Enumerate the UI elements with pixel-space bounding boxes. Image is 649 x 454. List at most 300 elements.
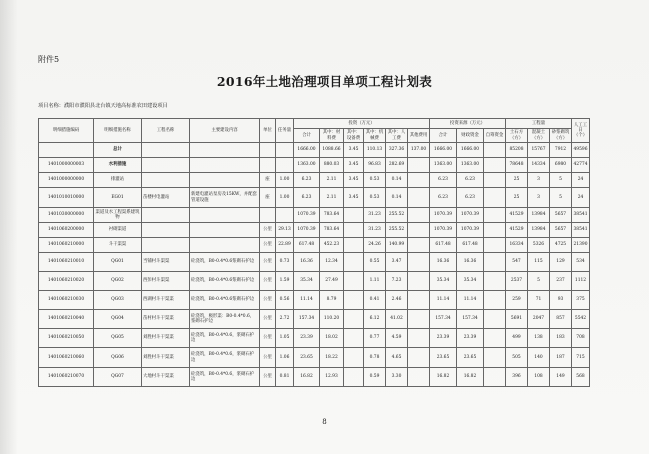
cell-f-self [484,310,506,329]
cell-f-fiscal: 617.48 [457,238,484,253]
cell-f-total: 6.23 [430,173,457,188]
cell-b-eq: 3.45 [344,143,364,158]
cell-b-mat: 8.79 [320,291,344,310]
cell-b-eq [344,310,364,329]
cell-b-eq [344,208,364,223]
cell-project: 苗村村斗干渠渠 [142,310,190,329]
cell-v2: 15767 [528,143,550,158]
cell-f-total: 16.82 [430,368,457,387]
cell-f-total: 617.48 [430,238,457,253]
cell-f-total: 6.23 [430,188,457,208]
cell-b-lab: 0.14 [386,173,408,188]
project-plan-table [38,118,590,387]
cell-b-total: 16.36 [294,253,320,272]
cell-code: 1401060210030 [39,291,94,310]
cell-w: 5542 [572,310,590,329]
cell-f-total: 35.34 [430,272,457,291]
cell-b-lab: 41.02 [386,310,408,329]
cell-content: 砼浇筑，极形渠：B0-0.4*0.6，浆砌石护边 [190,310,260,329]
header-volume: 工程量 [506,119,572,129]
table-row [39,368,590,387]
cell-content [190,208,260,223]
scan-edge-shadow [0,0,18,454]
cell-f-total: 1363.00 [430,158,457,173]
cell-project: 西湖村斗干渠渠 [142,291,190,310]
cell-unit: 公里 [260,291,276,310]
cell-v3: 187 [550,348,572,368]
cell-task: 1.06 [276,348,294,368]
cell-v1: 5691 [506,310,528,329]
cell-v2: 138 [528,329,550,348]
cell-v3: 183 [550,329,572,348]
cell-b-oth [408,158,430,173]
cell-v1: 16334 [506,238,528,253]
cell-task [276,208,294,223]
cell-measure: QG06 [94,348,142,368]
cell-b-mat: 1088.66 [320,143,344,158]
cell-unit [260,208,276,223]
cell-b-eq: 3.45 [344,173,364,188]
page-number: 8 [322,418,327,426]
cell-b-mat: 2.11 [320,173,344,188]
header-budget-total: 合计 [294,129,320,143]
cell-content [190,143,260,158]
header-fund-self: 自筹资金 [484,129,506,143]
cell-b-lab: 3.47 [386,253,408,272]
cell-f-self [484,173,506,188]
cell-b-mat: 12.34 [320,253,344,272]
cell-b-oth [408,348,430,368]
cell-b-lab: 140.99 [386,238,408,253]
table-row [39,253,590,272]
cell-w: 1112 [572,272,590,291]
cell-content [190,238,260,253]
header-fund-total: 合计 [430,129,457,143]
cell-project [142,238,190,253]
cell-v1: 499 [506,329,528,348]
header-vol-concrete: 混凝土（方） [528,129,550,143]
cell-w: 42774 [572,158,590,173]
cell-b-total: 23.39 [294,329,320,348]
cell-w: 708 [572,329,590,348]
cell-b-eq: 3.45 [344,158,364,173]
cell-b-eq [344,253,364,272]
cell-measure: 斗干渠渠 [94,238,142,253]
cell-unit: 座 [260,173,276,188]
header-code: 明细措施编码 [39,119,94,143]
header-vol-earth: 土石方（方） [506,129,528,143]
cell-w: 38541 [572,223,590,238]
cell-b-lab: 282.69 [386,158,408,173]
cell-b-total: 6.23 [294,173,320,188]
cell-b-lab: 255.52 [386,208,408,223]
cell-b-mat: 27.49 [320,272,344,291]
cell-b-lab: 0.14 [386,188,408,208]
cell-w: 534 [572,253,590,272]
cell-v2: 3 [528,188,550,208]
cell-unit: 座 [260,188,276,208]
header-fund-fiscal: 财政资金 [457,129,484,143]
attachment-label: 附件5 [38,55,60,64]
cell-unit [260,158,276,173]
cell-b-oth [408,253,430,272]
cell-f-total: 1666.00 [430,143,457,158]
cell-w: 38541 [572,208,590,223]
cell-unit: 公里 [260,238,276,253]
cell-b-mach: 96.83 [364,158,386,173]
cell-f-fiscal: 23.39 [457,329,484,348]
cell-f-fiscal: 23.65 [457,348,484,368]
cell-content: 砼浇筑，B0-0.4*0.6浆砌石护边 [190,272,260,291]
cell-code: 1401060210060 [39,348,94,368]
cell-task: 2.72 [276,310,294,329]
cell-b-mat: 880.03 [320,158,344,173]
cell-unit: 公里 [260,272,276,291]
cell-v3: 237 [550,272,572,291]
cell-task: 22.89 [276,238,294,253]
header-budget-labor: 其中：人工费 [386,129,408,143]
cell-b-mach: 0.77 [364,329,386,348]
cell-w: 24 [572,188,590,208]
cell-task: 0.56 [276,291,294,310]
cell-v1: 78648 [506,158,528,173]
cell-b-mach: 0.53 [364,173,386,188]
cell-measure: 衬砌渠道 [94,223,142,238]
cell-project [142,223,190,238]
cell-b-total: 11.14 [294,291,320,310]
cell-v3: 5 [550,173,572,188]
cell-f-self [484,188,506,208]
cell-b-lab: 4.65 [386,348,408,368]
cell-task [276,143,294,158]
cell-b-lab: 7.23 [386,272,408,291]
cell-code: 1401060200000 [39,223,94,238]
cell-f-self [484,208,506,223]
cell-measure: QG03 [94,291,142,310]
cell-unit: 公里 [260,223,276,238]
cell-v1: 2537 [506,272,528,291]
cell-b-oth [408,272,430,291]
cell-b-mat: 452.23 [320,238,344,253]
cell-b-mat: 110.20 [320,310,344,329]
cell-project: 刘胜村斗干渠渠 [142,348,190,368]
cell-measure: 渠道及水工程渠系建筑物 [94,208,142,223]
cell-project [142,173,190,188]
table-row [39,208,590,223]
cell-v2: 13984 [528,223,550,238]
cell-v2: 5326 [528,238,550,253]
cell-v1: 505 [506,348,528,368]
cell-b-mat: 18.22 [320,348,344,368]
cell-code: 1401010010000 [39,188,94,208]
cell-b-total: 16.82 [294,368,320,387]
cell-unit: 公里 [260,329,276,348]
table-row [39,143,590,158]
cell-v1: 259 [506,291,528,310]
cell-v1: 547 [506,253,528,272]
table-row [39,173,590,188]
cell-b-mat: 18.02 [320,329,344,348]
table-row [39,348,590,368]
cell-f-self [484,329,506,348]
cell-measure: 总计 [94,143,142,158]
header-budget-equipment: 其中：设备费 [344,129,364,143]
header-project: 工程名称 [142,119,190,143]
cell-f-fiscal: 6.23 [457,188,484,208]
cell-unit: 公里 [260,253,276,272]
cell-b-eq [344,291,364,310]
cell-w: 49596 [572,143,590,158]
header-budget-other: 其他费用 [408,129,430,143]
cell-v2: 5 [528,272,550,291]
cell-v2: 108 [528,368,550,387]
cell-b-lab: 327.36 [386,143,408,158]
cell-project: 苗楼村电灌站 [142,188,190,208]
table-row [39,310,590,329]
cell-b-oth [408,188,430,208]
cell-b-mach: 0.55 [364,253,386,272]
cell-b-oth: 137.00 [408,143,430,158]
cell-f-fiscal: 157.34 [457,310,484,329]
cell-code: 1401060210010 [39,253,94,272]
cell-f-self [484,253,506,272]
cell-project [142,143,190,158]
cell-b-total: 23.65 [294,348,320,368]
cell-v3: 5 [550,188,572,208]
cell-f-fiscal: 35.34 [457,272,484,291]
cell-b-oth [408,368,430,387]
cell-f-total: 1070.39 [430,208,457,223]
cell-b-mach: 110.13 [364,143,386,158]
cell-b-oth [408,329,430,348]
header-content: 主要建设内容 [190,119,260,143]
cell-f-self [484,158,506,173]
cell-w: 568 [572,368,590,387]
cell-f-self [484,348,506,368]
cell-b-eq: 3.45 [344,188,364,208]
cell-b-total: 617.48 [294,238,320,253]
cell-code [39,143,94,158]
cell-measure: 排灌站 [94,173,142,188]
cell-v2: 115 [528,253,550,272]
cell-b-eq [344,272,364,291]
cell-b-eq [344,223,364,238]
cell-f-total: 11.14 [430,291,457,310]
cell-task: 0.73 [276,253,294,272]
header-budget: 投资（万元） [294,119,430,129]
cell-b-oth [408,291,430,310]
cell-v3: 5657 [550,208,572,223]
cell-b-mach: 1.11 [364,272,386,291]
cell-unit [260,143,276,158]
cell-v2: 14334 [528,158,550,173]
cell-v2: 71 [528,291,550,310]
cell-project: 刘胜村斗干渠渠 [142,329,190,348]
cell-w: 21390 [572,238,590,253]
cell-content [190,158,260,173]
cell-f-self [484,238,506,253]
cell-f-fiscal: 1070.39 [457,223,484,238]
cell-code: 1401030000000 [39,208,94,223]
cell-b-total: 35.34 [294,272,320,291]
page-title: 2016年土地治理项目单项工程计划表 [216,74,433,89]
cell-project: 西彭村斗渠渠 [142,272,190,291]
cell-v1: 85208 [506,143,528,158]
table-row [39,329,590,348]
cell-b-oth [408,238,430,253]
table-row [39,188,590,208]
cell-code: 1401000000000 [39,173,94,188]
cell-b-mach: 24.26 [364,238,386,253]
cell-v3: 149 [550,368,572,387]
cell-content: 砼浇筑，B0-0.4*0.6，浆砌石护边 [190,348,260,368]
cell-v2: 13984 [528,208,550,223]
cell-f-fiscal: 1070.39 [457,208,484,223]
cell-b-total: 1070.39 [294,208,320,223]
cell-b-lab: 255.52 [386,223,408,238]
cell-unit: 公里 [260,348,276,368]
cell-b-mach: 0.53 [364,188,386,208]
cell-w: 715 [572,348,590,368]
cell-b-eq [344,368,364,387]
cell-task: 0.81 [276,368,294,387]
cell-b-eq [344,329,364,348]
cell-f-fiscal: 6.23 [457,173,484,188]
cell-f-fiscal: 11.14 [457,291,484,310]
cell-content: 砼浇筑，B0-0.4*0.6浆砌石护边 [190,253,260,272]
cell-project: 当铺村斗渠渠 [142,253,190,272]
cell-v1: 25 [506,173,528,188]
cell-measure: QG05 [94,329,142,348]
cell-b-mat: 12.93 [320,368,344,387]
cell-v1: 41529 [506,223,528,238]
cell-v3: 4725 [550,238,572,253]
cell-project [142,158,190,173]
cell-v3: 6980 [550,158,572,173]
cell-task: 29.13 [276,223,294,238]
cell-b-eq [344,348,364,368]
cell-task [276,158,294,173]
cell-b-total: 6.23 [294,188,320,208]
cell-b-total: 1363.00 [294,158,320,173]
cell-content: 新建电灌站泵房及15KW，并配套管道设施 [190,188,260,208]
cell-content [190,223,260,238]
cell-b-total: 157.34 [294,310,320,329]
project-name-line: 项目名称：濮阳市濮阳县北台镇天地高标准农田建设项目 [38,103,168,109]
cell-task: 1.00 [276,173,294,188]
cell-v1: 396 [506,368,528,387]
cell-f-total: 1070.39 [430,223,457,238]
cell-v2: 140 [528,348,550,368]
cell-code: 1401060210070 [39,368,94,387]
cell-task: 1.00 [276,188,294,208]
cell-v3: 857 [550,310,572,329]
cell-v1: 25 [506,188,528,208]
cell-content: 砼浇筑，B0-0.4*0.6，浆砌石护边 [190,368,260,387]
header-budget-material: 其中：材料费 [320,129,344,143]
cell-code: 1401060210000 [39,238,94,253]
cell-b-total: 1070.39 [294,223,320,238]
cell-b-eq [344,238,364,253]
header-budget-machinery: 其中：机械费 [364,129,386,143]
cell-b-oth [408,223,430,238]
cell-b-mat: 783.64 [320,223,344,238]
header-task: 任务量 [276,119,294,143]
cell-measure: EG01 [94,188,142,208]
table-row [39,272,590,291]
cell-b-mach: 31.23 [364,208,386,223]
cell-b-mat: 2.11 [320,188,344,208]
cell-code: 1401060210040 [39,310,94,329]
cell-f-fiscal: 1666.00 [457,143,484,158]
cell-b-total: 1666.00 [294,143,320,158]
cell-w: 375 [572,291,590,310]
cell-v3: 129 [550,253,572,272]
header-funding: 投资来源（万元） [430,119,506,129]
header-vol-masonry: 砂浆砌筑（方） [550,129,572,143]
cell-code: 1401060210020 [39,272,94,291]
cell-content [190,173,260,188]
cell-v3: 93 [550,291,572,310]
cell-b-mach: 0.78 [364,348,386,368]
table-row [39,291,590,310]
cell-f-total: 23.65 [430,348,457,368]
cell-v3: 7912 [550,143,572,158]
cell-b-oth [408,310,430,329]
cell-f-fiscal: 1363.00 [457,158,484,173]
cell-b-lab: 4.59 [386,329,408,348]
table-row [39,158,590,173]
cell-f-self [484,272,506,291]
cell-f-self [484,291,506,310]
cell-task: 1.05 [276,329,294,348]
cell-v3: 5657 [550,223,572,238]
cell-b-mach: 0.59 [364,368,386,387]
header-unit: 单位 [260,119,276,143]
cell-code: 1401060210050 [39,329,94,348]
cell-b-mach: 6.12 [364,310,386,329]
cell-task: 1.59 [276,272,294,291]
cell-w: 24 [572,173,590,188]
cell-code: 1401000000003 [39,158,94,173]
table-row [39,238,590,253]
cell-b-lab: 2.46 [386,291,408,310]
cell-v1: 41529 [506,208,528,223]
cell-f-total: 157.34 [430,310,457,329]
cell-unit: 公里 [260,368,276,387]
cell-v2: 3 [528,173,550,188]
cell-measure: QG02 [94,272,142,291]
cell-b-mach: 31.23 [364,223,386,238]
cell-unit: 公里 [260,310,276,329]
cell-f-total: 23.39 [430,329,457,348]
cell-measure: QG07 [94,368,142,387]
cell-f-self [484,143,506,158]
cell-content: 砼浇筑，B0-0.4*0.6浆砌石护边 [190,291,260,310]
cell-f-self [484,223,506,238]
cell-f-self [484,368,506,387]
cell-project [142,208,190,223]
cell-b-oth [408,173,430,188]
header-measure: 明细措施名称 [94,119,142,143]
header-workdays: 人工工日（个） [572,119,590,143]
cell-f-total: 16.36 [430,253,457,272]
cell-f-fiscal: 16.82 [457,368,484,387]
table-row [39,223,590,238]
cell-v2: 2047 [528,310,550,329]
cell-measure: QG01 [94,253,142,272]
cell-project: 大地村斗干渠渠 [142,368,190,387]
